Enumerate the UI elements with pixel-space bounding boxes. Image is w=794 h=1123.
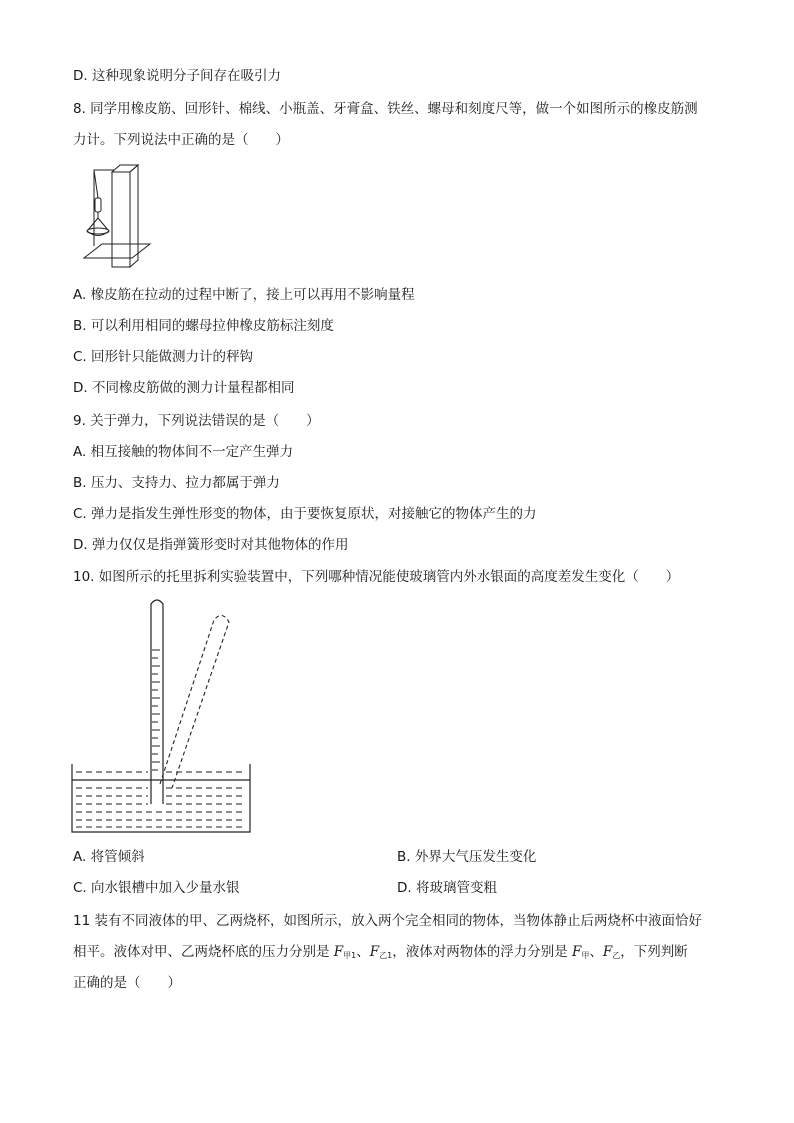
- q8-option-a: A. 橡皮筋在拉动的过程中断了，接上可以再用不影响量程: [73, 287, 415, 303]
- q8-option-d: D. 不同橡皮筋做的测力计量程都相同: [73, 380, 295, 396]
- q9-option-c: C. 弹力是指发生弹性形变的物体，由于要恢复原状，对接触它的物体产生的力: [73, 506, 537, 522]
- rubber-band-dynamometer-figure: [70, 158, 154, 274]
- separator: 、: [589, 944, 603, 960]
- force-symbol: F: [333, 944, 344, 960]
- q7-option-d: D. 这种现象说明分子间存在吸引力: [73, 68, 281, 84]
- q10-option-a: A. 将管倾斜: [73, 849, 145, 865]
- q11-stem-text-c: ，下列判断: [620, 944, 688, 960]
- q8-stem-line2: 力计。下列说法中正确的是（ ）: [73, 132, 289, 148]
- q8-stem-line1: 8. 同学用橡皮筋、回形针、棉线、小瓶盖、牙膏盒、铁丝、螺母和刻度尺等，做一个如图所示的橡皮筋测: [73, 101, 698, 117]
- force-symbol: F: [572, 944, 582, 960]
- torricelli-apparatus-figure: [68, 594, 258, 836]
- q9-option-a: A. 相互接触的物体间不一定产生弹力: [73, 444, 294, 460]
- q11-stem-text-a: 相平。液体对甲、乙两烧杯底的压力分别是: [73, 944, 330, 960]
- q10-option-d: D. 将玻璃管变粗: [397, 880, 497, 896]
- force-symbol: F: [369, 944, 380, 960]
- force-subscript: 甲1: [343, 951, 357, 960]
- q8-option-b: B. 可以利用相同的螺母拉伸橡皮筋标注刻度: [73, 318, 334, 334]
- q11-stem-line3: 正确的是（ ）: [73, 975, 181, 991]
- force-symbol: F: [602, 944, 613, 960]
- force-subscript: 乙1: [379, 951, 393, 960]
- force-subscript: 甲: [581, 951, 590, 960]
- q8-option-c: C. 回形针只能做测力计的秤钩: [73, 349, 254, 365]
- q10-stem: 10. 如图所示的托里拆利实验装置中，下列哪种情况能使玻璃管内外水银面的高度差发生变化（ ）: [73, 569, 680, 585]
- q10-option-b: B. 外界大气压发生变化: [397, 849, 537, 865]
- force-subscript: 乙: [612, 951, 621, 960]
- q9-stem: 9. 关于弹力，下列说法错误的是（ ）: [73, 413, 320, 429]
- q9-option-d: D. 弹力仅仅是指弹簧形变时对其他物体的作用: [73, 537, 349, 553]
- q11-stem-line1: 11 装有不同液体的甲、乙两烧杯，如图所示，放入两个完全相同的物体，当物体静止后两烧杯中液面恰好: [73, 913, 702, 929]
- q11-stem-line2: [73, 943, 688, 965]
- q10-option-c: C. 向水银槽中加入少量水银: [73, 880, 240, 896]
- q11-stem-text-b: ，液体对两物体的浮力分别是: [392, 944, 568, 960]
- q9-option-b: B. 压力、支持力、拉力都属于弹力: [73, 475, 280, 491]
- separator: 、: [356, 944, 370, 960]
